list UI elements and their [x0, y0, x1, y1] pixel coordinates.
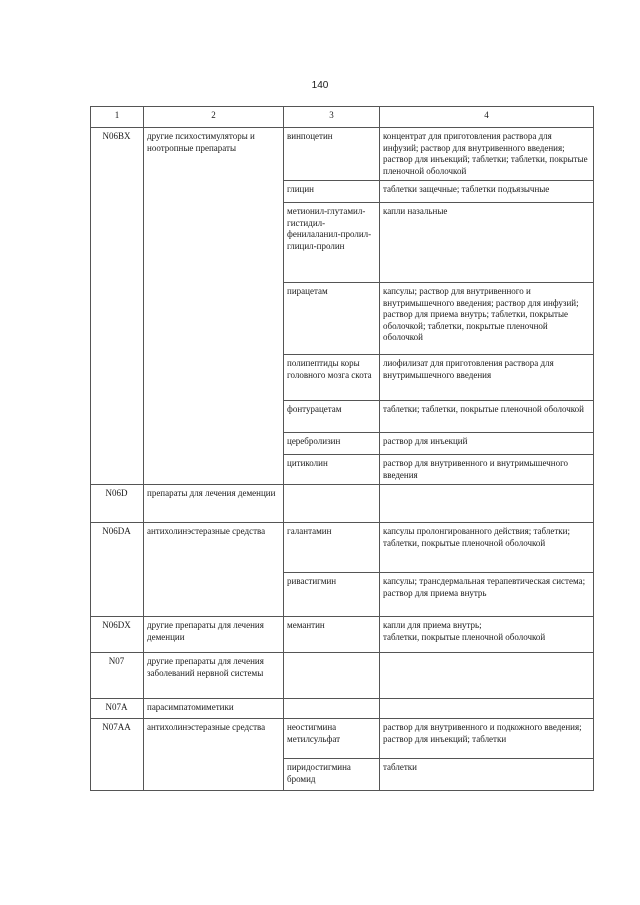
- dosage-form-cell: [380, 485, 594, 523]
- atc-code-cell: N06DX: [91, 617, 144, 653]
- dosage-form-cell: раствор для инъекций: [380, 433, 594, 455]
- dosage-form-cell: таблетки защечные; таблетки подъязычные: [380, 181, 594, 203]
- dosage-form-cell: лиофилизат для приготовления раствора для внутримышечного введения: [380, 355, 594, 401]
- drug-name-cell: пиридостигмина бромид: [284, 759, 380, 791]
- dosage-form-cell: раствор для внутривенного и внутримышечного введения: [380, 455, 594, 485]
- group-name-cell: другие препараты для лечения заболеваний нервной системы: [144, 653, 284, 699]
- drug-name-cell: винпоцетин: [284, 128, 380, 181]
- column-header: 2: [144, 107, 284, 128]
- drug-name-cell: неостигмина метилсульфат: [284, 719, 380, 759]
- column-header: 4: [380, 107, 594, 128]
- group-name-cell: антихолинэстеразные средства: [144, 523, 284, 617]
- page-number: 140: [311, 80, 329, 91]
- table-row: [91, 653, 594, 699]
- drug-name-cell: глицин: [284, 181, 380, 203]
- dosage-form-cell: капсулы; трансдермальная терапевтическая система; раствор для приема внутрь: [380, 573, 594, 617]
- dosage-form-cell: раствор для внутривенного и подкожного введения; раствор для инъекций; таблетки: [380, 719, 594, 759]
- dosage-form-cell: концентрат для приготовления раствора для инфузий; раствор для внутривенного введения; раствор для инъекций; таблетки; таблетки, покрытые пленочной оболочкой: [380, 128, 594, 181]
- group-name-cell: антихолинэстеразные средства: [144, 719, 284, 791]
- group-name-cell: парасимпатомиметики: [144, 699, 284, 719]
- drug-name-cell: галантамин: [284, 523, 380, 573]
- group-name-cell: другие препараты для лечения деменции: [144, 617, 284, 653]
- drug-name-cell: цитиколин: [284, 455, 380, 485]
- drug-name-cell: фонтурацетам: [284, 401, 380, 433]
- table-row: [91, 617, 594, 653]
- group-name-cell: другие психостимуляторы и ноотропные препараты: [144, 128, 284, 485]
- atc-code-cell: N07: [91, 653, 144, 699]
- atc-code-cell: N06DA: [91, 523, 144, 617]
- table-row: [91, 523, 594, 573]
- table-header-row: [91, 107, 594, 128]
- dosage-form-cell: [380, 653, 594, 699]
- atc-code-cell: N07AA: [91, 719, 144, 791]
- table-row: [91, 719, 594, 759]
- drug-name-cell: метионил-глутамил-гистидил-фенилаланил-пролил-глицил-пролин: [284, 203, 380, 283]
- drug-name-cell: мемантин: [284, 617, 380, 653]
- table-row: [91, 699, 594, 719]
- drug-name-cell: полипептиды коры головного мозга скота: [284, 355, 380, 401]
- drug-classification-table: [90, 106, 594, 791]
- atc-code-cell: N07A: [91, 699, 144, 719]
- dosage-form-cell: капли для приема внутрь; таблетки, покрытые пленочной оболочкой: [380, 617, 594, 653]
- drug-name-cell: пирацетам: [284, 283, 380, 355]
- drug-name-cell: ривастигмин: [284, 573, 380, 617]
- dosage-form-cell: [380, 699, 594, 719]
- dosage-form-cell: капли назальные: [380, 203, 594, 283]
- drug-name-cell: [284, 699, 380, 719]
- table-row: [91, 485, 594, 523]
- atc-code-cell: N06BX: [91, 128, 144, 485]
- drug-name-cell: [284, 653, 380, 699]
- group-name-cell: препараты для лечения деменции: [144, 485, 284, 523]
- table-row: [91, 128, 594, 181]
- column-header: 3: [284, 107, 380, 128]
- dosage-form-cell: таблетки; таблетки, покрытые пленочной оболочкой: [380, 401, 594, 433]
- drug-name-cell: церебролизин: [284, 433, 380, 455]
- atc-code-cell: N06D: [91, 485, 144, 523]
- table-body: [91, 128, 594, 791]
- dosage-form-cell: таблетки: [380, 759, 594, 791]
- drug-name-cell: [284, 485, 380, 523]
- column-header: 1: [91, 107, 144, 128]
- dosage-form-cell: капсулы; раствор для внутривенного и внутримышечного введения; раствор для инфузий; раствор для приема внутрь; таблетки, покрытые оболочкой; таблетки, покрытые пленочной оболочкой: [380, 283, 594, 355]
- dosage-form-cell: капсулы пролонгированного действия; таблетки; таблетки, покрытые пленочной оболочкой: [380, 523, 594, 573]
